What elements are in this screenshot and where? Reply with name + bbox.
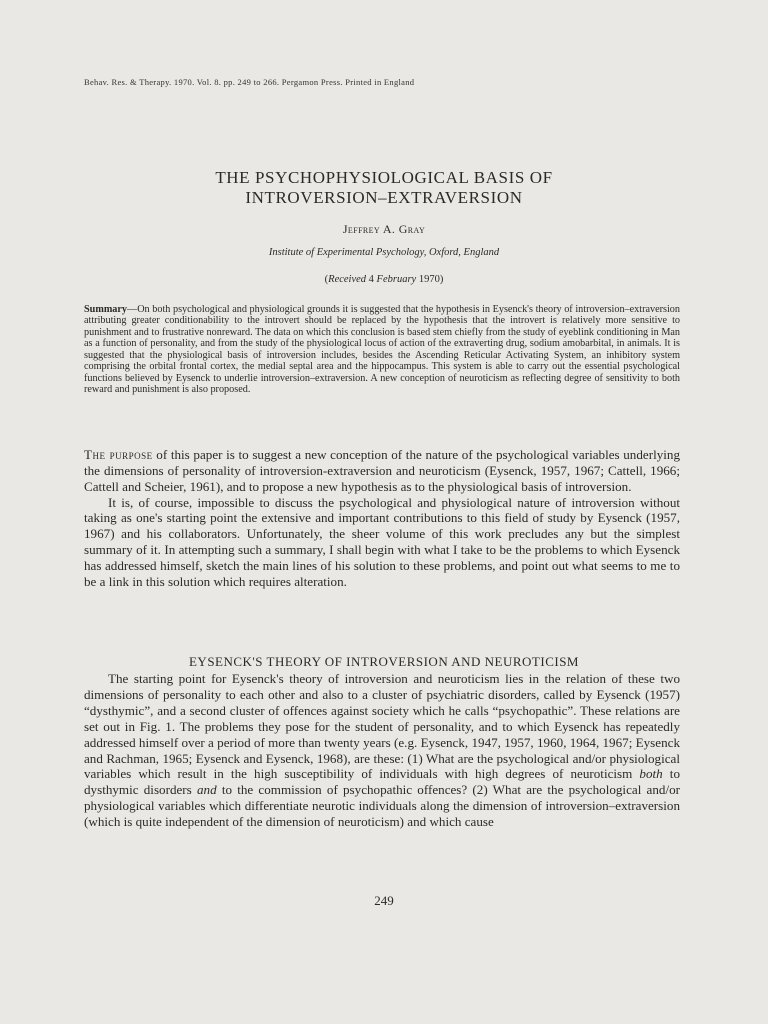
received-date (0, 274, 768, 285)
introduction (84, 447, 680, 590)
article-title (0, 168, 768, 208)
section-text-c: to the commission of psychopathic offences? (2) What are the psychological and/or physiological variables which differentiate neurotic individuals along the dimension of introversion–extraversion (which is quite independent of the dimension of neuroticism) and which cause (84, 782, 680, 830)
emphasis-both: both (639, 766, 663, 782)
section-text-b: to dysthymic disorders (84, 766, 680, 798)
title-line-2: INTROVERSION–EXTRAVERSION (245, 188, 523, 207)
emphasis-and: and (196, 782, 217, 798)
received-open: ( (324, 274, 329, 285)
author-name: Jeffrey A. Gray (342, 222, 426, 236)
section-paragraph (84, 671, 680, 830)
intro-lead: The purpose (84, 447, 153, 462)
running-head: Behav. Res. & Therapy. 1970. Vol. 8. pp. 249 to 266. Pergamon Press. Printed in England (84, 77, 415, 87)
intro-paragraph-2: It is, of course, impossible to discuss the psychological and physiological nature of introversion without taking as one's starting point the extensive and important contributions to this field of study by Eysenck (1957, 1967) and his collaborators. Unfortunately, the sheer volume of this work precludes any but the simplest summary of it. In attempting such a summary, I shall begin with what I take to be the problems to which Eysenck has addressed himself, sketch the main lines of his solution to these problems, and point out what seems to me to be a link in this solution which requires alteration. (84, 494, 680, 589)
intro-paragraph-1 (84, 447, 680, 495)
section-body (84, 671, 680, 830)
section-heading: EYSENCK'S THEORY OF INTROVERSION AND NEUROTICISM (188, 654, 579, 669)
received-label: Received (328, 274, 367, 285)
summary-abstract (84, 304, 680, 396)
summary-text: —On both psychological and physiological grounds it is suggested that the hypothesis in Eysenck's theory of introversion–extraversion attributing greater conditionability to the introvert should be replaced by the hypothesis that the introvert is relatively more sensitive to punishment and to frustrative nonreward. The data on which this conclusion is based stem chiefly from the study of eyeblink conditioning in Man as a function of personality, and from the study of the physiological locus of action of the extraverting drug, sodium amobarbital, in animals. It is suggested that the physiological basis of introversion includes, besides the Ascending Reticular Activating System, an inhibitory system comprising the orbital frontal cortex, the medial septal area and the hippocampus. This system is able to carry out the essential psychological functions believed by Eysenck to underlie introversion–extraversion. A new conception of neuroticism as reflecting degree of sensitivity to both reward and punishment is also proposed. (84, 304, 680, 396)
author-affiliation: Institute of Experimental Psychology, Oxford, England (268, 247, 500, 258)
received-day: 4 (366, 274, 377, 285)
intro-paragraph-1-text: of this paper is to suggest a new conception of the nature of the psychological variables underlying the dimensions of personality of introversion-extraversion and neuroticism (Eysenck, 1957, 1967; Cattell, 1966; Cattell and Scheier, 1961), and to propose a new hypothesis as to the physiological basis of introversion. (84, 447, 680, 494)
received-year: 1970) (416, 274, 444, 285)
section-text-a: The starting point for Eysenck's theory of introversion and neuroticism lies in the relation of these two dimensions of personality to each other and also to a cluster of psychiatric disorders, called by Eysenck (1957) “dysthymic”, and a second cluster of offences against society which he calls “psychopathic”. These relations are set out in Fig. 1. The problems they pose for the student of personality, and to which Eysenck has repeatedly addressed himself over a period of more than twenty years (e.g. Eysenck, 1947, 1957, 1960, 1964, 1967; Eysenck and Rachman, 1965; Eysenck and Eysenck, 1968), are these: (1) What are the psychological and/or physiological variables which result in the high susceptibility of individuals with high degrees of neuroticism (84, 671, 680, 782)
title-line-1: THE PSYCHOPHYSIOLOGICAL BASIS OF (215, 168, 553, 187)
page-number: 249 (374, 893, 394, 908)
summary-lead: Summary (84, 304, 128, 315)
received-month: February (376, 274, 417, 285)
